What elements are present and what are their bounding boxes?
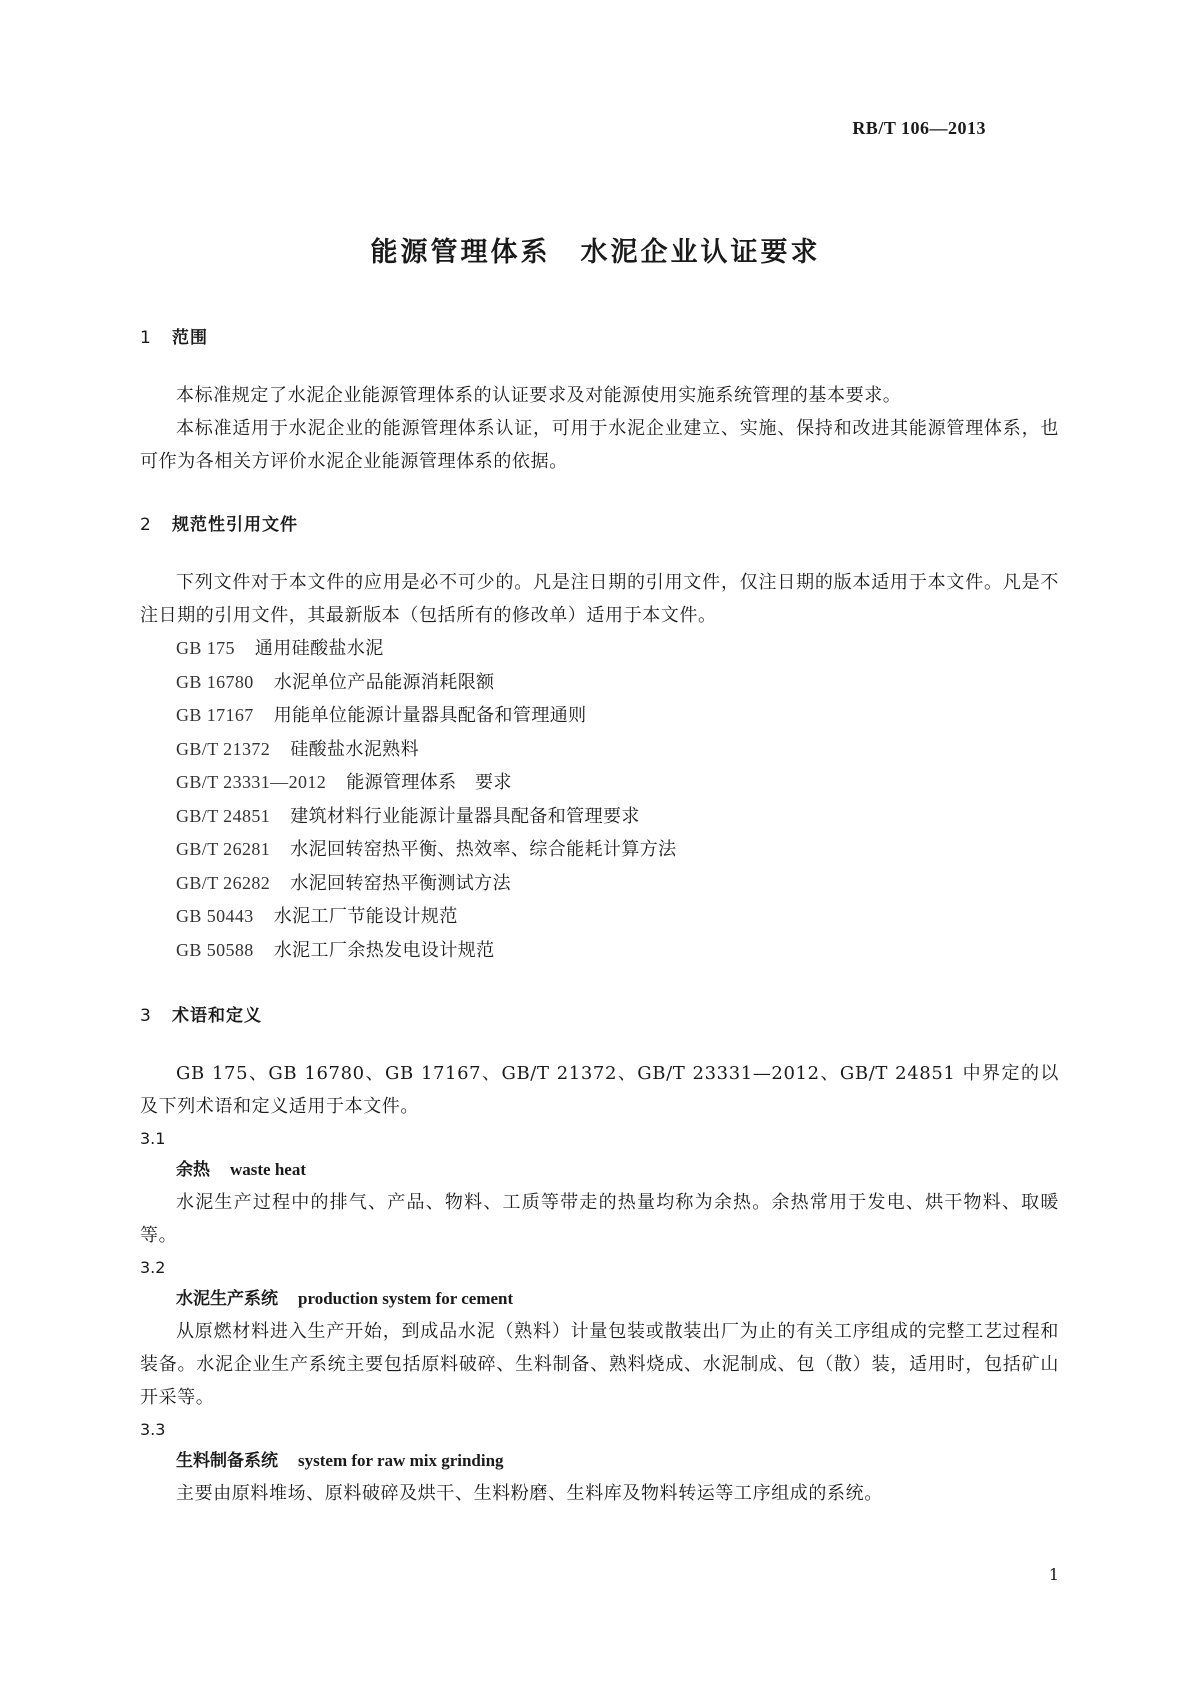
list-item bbox=[140, 900, 1059, 934]
reference-title: 水泥工厂余热发电设计规范 bbox=[273, 939, 495, 961]
term-number: 3.3 bbox=[140, 1420, 166, 1439]
list-item bbox=[140, 867, 1059, 901]
paragraph: GB 175、GB 16780、GB 17167、GB/T 21372、GB/T 23331—2012、GB/T 24851 中界定的以及下列术语和定义适用于本文件。 bbox=[140, 1063, 1059, 1117]
document-title: 能源管理体系 水泥企业认证要求 bbox=[370, 237, 821, 268]
term-definition: 主要由原料堆场、原料破碎及烘干、生料粉磨、生料库及物料转运等工序组成的系统。 bbox=[176, 1483, 883, 1504]
term-definition: 水泥生产过程中的排气、产品、物料、工质等带走的热量均称为余热。余热常用于发电、烘干物料、取暖等。 bbox=[140, 1192, 1059, 1246]
reference-list bbox=[140, 632, 1059, 967]
reference-title: 能源管理体系 要求 bbox=[346, 772, 512, 793]
section-heading-scope bbox=[140, 327, 1059, 349]
term-name bbox=[140, 1283, 1059, 1315]
standard-code: RB/T 106—2013 bbox=[852, 118, 986, 138]
list-item bbox=[140, 632, 1059, 666]
reference-title: 硅酸盐水泥熟料 bbox=[290, 738, 419, 760]
reference-code: GB/T 23331—2012 bbox=[176, 772, 327, 792]
reference-title: 用能单位能源计量器具配备和管理通则 bbox=[273, 705, 587, 726]
reference-code: GB/T 21372 bbox=[176, 738, 271, 759]
reference-code: GB/T 26282 bbox=[176, 872, 271, 893]
page-number: 1 bbox=[1048, 1565, 1059, 1584]
section-title: 术语和定义 bbox=[172, 1006, 262, 1026]
list-item bbox=[140, 666, 1059, 700]
reference-title: 水泥回转窑热平衡、热效率、综合能耗计算方法 bbox=[290, 839, 677, 860]
reference-title: 水泥单位产品能源消耗限额 bbox=[273, 671, 495, 693]
reference-code: GB 175 bbox=[176, 638, 235, 658]
reference-title: 通用硅酸盐水泥 bbox=[254, 638, 384, 659]
reference-title: 建筑材料行业能源计量器具配备和管理要求 bbox=[290, 805, 640, 827]
term-name-zh: 余热 bbox=[176, 1160, 210, 1180]
section-number: 2 bbox=[140, 515, 151, 535]
list-item bbox=[140, 934, 1059, 968]
section-title: 范围 bbox=[172, 328, 208, 348]
section-title: 规范性引用文件 bbox=[172, 515, 298, 535]
term-number: 3.1 bbox=[140, 1129, 166, 1148]
term-name-zh: 生料制备系统 bbox=[176, 1451, 278, 1471]
term-name bbox=[140, 1154, 1059, 1186]
section-heading-terms-and-definitions bbox=[140, 1005, 1059, 1027]
list-item bbox=[140, 699, 1059, 733]
list-item bbox=[140, 800, 1059, 834]
term-name-en: production system for cement bbox=[298, 1289, 514, 1308]
term-definition: 从原燃材料进入生产开始，到成品水泥（熟料）计量包装或散装出厂为止的有关工序组成的完整工艺过程和装备。水泥企业生产系统主要包括原料破碎、生料制备、熟料烧成、水泥制成、包（散）装，适用时，包括矿山开采等。 bbox=[140, 1321, 1059, 1408]
list-item bbox=[140, 733, 1059, 767]
term-name-en: system for raw mix grinding bbox=[298, 1451, 504, 1470]
section-number: 3 bbox=[140, 1006, 151, 1026]
reference-code: GB 16780 bbox=[176, 671, 254, 692]
reference-code: GB/T 24851 bbox=[176, 805, 271, 826]
document-body bbox=[140, 327, 1059, 1510]
paragraph: 下列文件对于本文件的应用是必不可少的。凡是注日期的引用文件，仅注日期的版本适用于本文件。凡是不注日期的引用文件，其最新版本（包括所有的修改单）适用于本文件。 bbox=[140, 572, 1059, 626]
list-item bbox=[140, 833, 1059, 867]
section-number: 1 bbox=[140, 328, 151, 348]
reference-code: GB 50443 bbox=[176, 906, 254, 926]
reference-title: 水泥工厂节能设计规范 bbox=[273, 906, 458, 927]
reference-code: GB/T 26281 bbox=[176, 839, 271, 859]
list-item bbox=[140, 766, 1059, 800]
term-name-zh: 水泥生产系统 bbox=[176, 1289, 278, 1309]
reference-code: GB 17167 bbox=[176, 705, 254, 725]
term-name-en: waste heat bbox=[230, 1160, 307, 1179]
term-number: 3.2 bbox=[140, 1258, 166, 1277]
term-name bbox=[140, 1445, 1059, 1477]
reference-code: GB 50588 bbox=[176, 939, 254, 960]
section-heading-normative-references bbox=[140, 514, 1059, 536]
paragraph: 本标准规定了水泥企业能源管理体系的认证要求及对能源使用实施系统管理的基本要求。 bbox=[176, 385, 902, 406]
paragraph: 本标准适用于水泥企业的能源管理体系认证，可用于水泥企业建立、实施、保持和改进其能源管理体系，也可作为各相关方评价水泥企业能源管理体系的依据。 bbox=[140, 418, 1059, 472]
reference-title: 水泥回转窑热平衡测试方法 bbox=[290, 872, 511, 894]
